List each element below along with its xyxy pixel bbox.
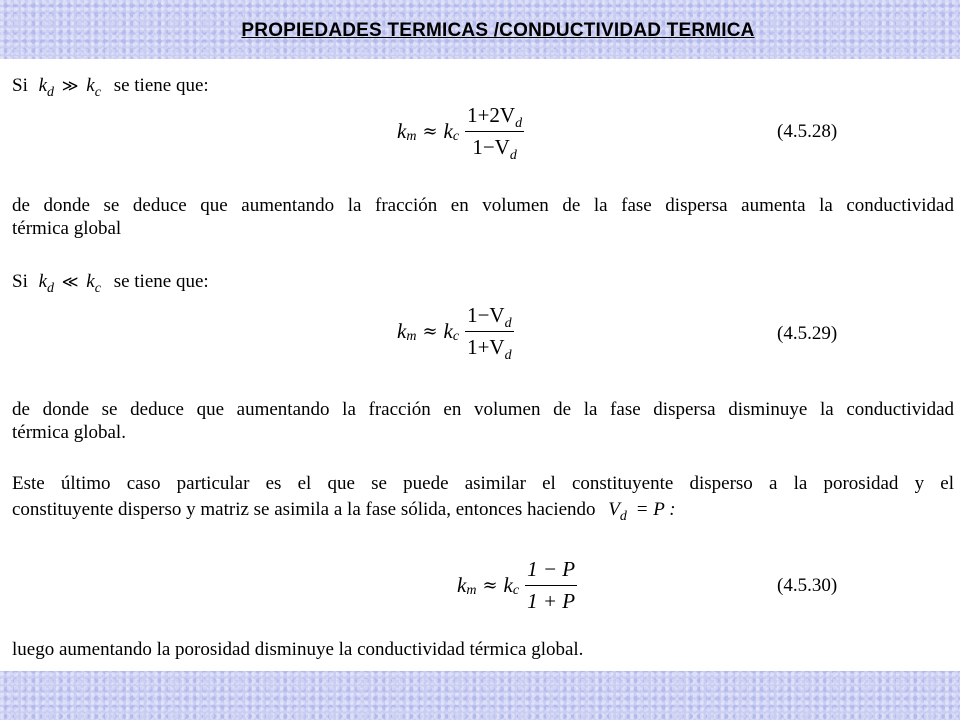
fraction [465, 103, 524, 163]
c-subscript: c [452, 328, 460, 344]
k-symbol: k [443, 319, 453, 343]
much-less-symbol: ≪ [61, 272, 79, 291]
equation-4-5-28 [397, 103, 524, 163]
paragraph-3-line-1: Este último caso particular es el que se puede asimilar el constituyente disperso a la porosidad y el [12, 473, 954, 494]
se-tiene-que-text: se tiene que: [113, 75, 209, 96]
d-subscript: d [47, 281, 55, 296]
paragraph-4: luego aumentando la porosidad disminuye la conductividad térmica global. [12, 639, 584, 660]
paragraph-3-text: constituyente disperso y matriz se asimila a la fase sólida, entonces haciendo [12, 499, 596, 520]
approx-symbol: ≈ [482, 575, 498, 596]
numerator [465, 103, 524, 132]
m-subscript: m [406, 328, 417, 344]
condition-line-2 [12, 271, 209, 295]
m-subscript: m [406, 128, 417, 144]
denominator: 1 + P [527, 589, 576, 613]
si-label: Si [12, 271, 28, 292]
d-subscript: d [504, 316, 512, 331]
fraction [525, 557, 577, 614]
equation-number: (4.5.29) [777, 323, 838, 344]
k-symbol: k [397, 319, 407, 343]
numerator-text: 1+2V [467, 103, 516, 127]
condition-line-1 [12, 75, 209, 99]
equation-number: (4.5.28) [777, 121, 838, 142]
content-panel [0, 59, 960, 671]
equation-number: (4.5.30) [777, 575, 838, 596]
k-symbol: k [38, 271, 48, 292]
paragraph-1-line-1: de donde se deduce que aumentando la fracción en volumen de la fase dispersa aumenta la conductividad [12, 195, 954, 216]
paragraph-3-line-2 [12, 499, 676, 523]
approx-symbol: ≈ [422, 121, 438, 142]
approx-symbol: ≈ [422, 321, 438, 342]
k-symbol: k [86, 75, 95, 96]
v-symbol: V [608, 499, 620, 520]
equals-p-text: = P : [635, 499, 676, 520]
slide-title: PROPIEDADES TERMICAS /CONDUCTIVIDAD TERMICA [241, 20, 755, 41]
k-symbol: k [457, 573, 467, 597]
much-greater-symbol: ≫ [61, 76, 79, 95]
m-subscript: m [466, 582, 477, 598]
k-symbol: k [503, 573, 513, 597]
denominator-text: 1+V [467, 335, 505, 359]
equation-4-5-29 [397, 303, 514, 363]
k-symbol: k [38, 75, 48, 96]
d-subscript: d [47, 85, 55, 100]
se-tiene-que-text: se tiene que: [113, 271, 209, 292]
d-subscript: d [509, 148, 517, 163]
d-subscript: d [619, 509, 627, 524]
c-subscript: c [94, 281, 101, 296]
k-symbol: k [443, 119, 453, 143]
denominator [465, 332, 514, 363]
k-symbol: k [86, 271, 95, 292]
numerator-text: 1−V [467, 303, 505, 327]
c-subscript: c [94, 85, 101, 100]
numerator [465, 303, 514, 332]
paragraph-1-line-2: térmica global [12, 218, 122, 239]
paragraph-2-line-2: térmica global. [12, 422, 126, 443]
numerator: 1 − P [525, 557, 577, 586]
equation-4-5-30 [457, 557, 577, 614]
d-subscript: d [515, 116, 523, 131]
si-label: Si [12, 75, 28, 96]
fraction [465, 303, 514, 363]
c-subscript: c [512, 582, 520, 598]
paragraph-2-line-1: de donde se deduce que aumentando la fracción en volumen de la fase dispersa disminuye la conductividad [12, 399, 954, 420]
denominator [470, 132, 519, 163]
denominator-text: 1−V [472, 135, 510, 159]
d-subscript: d [504, 348, 512, 363]
k-symbol: k [397, 119, 407, 143]
c-subscript: c [452, 128, 460, 144]
